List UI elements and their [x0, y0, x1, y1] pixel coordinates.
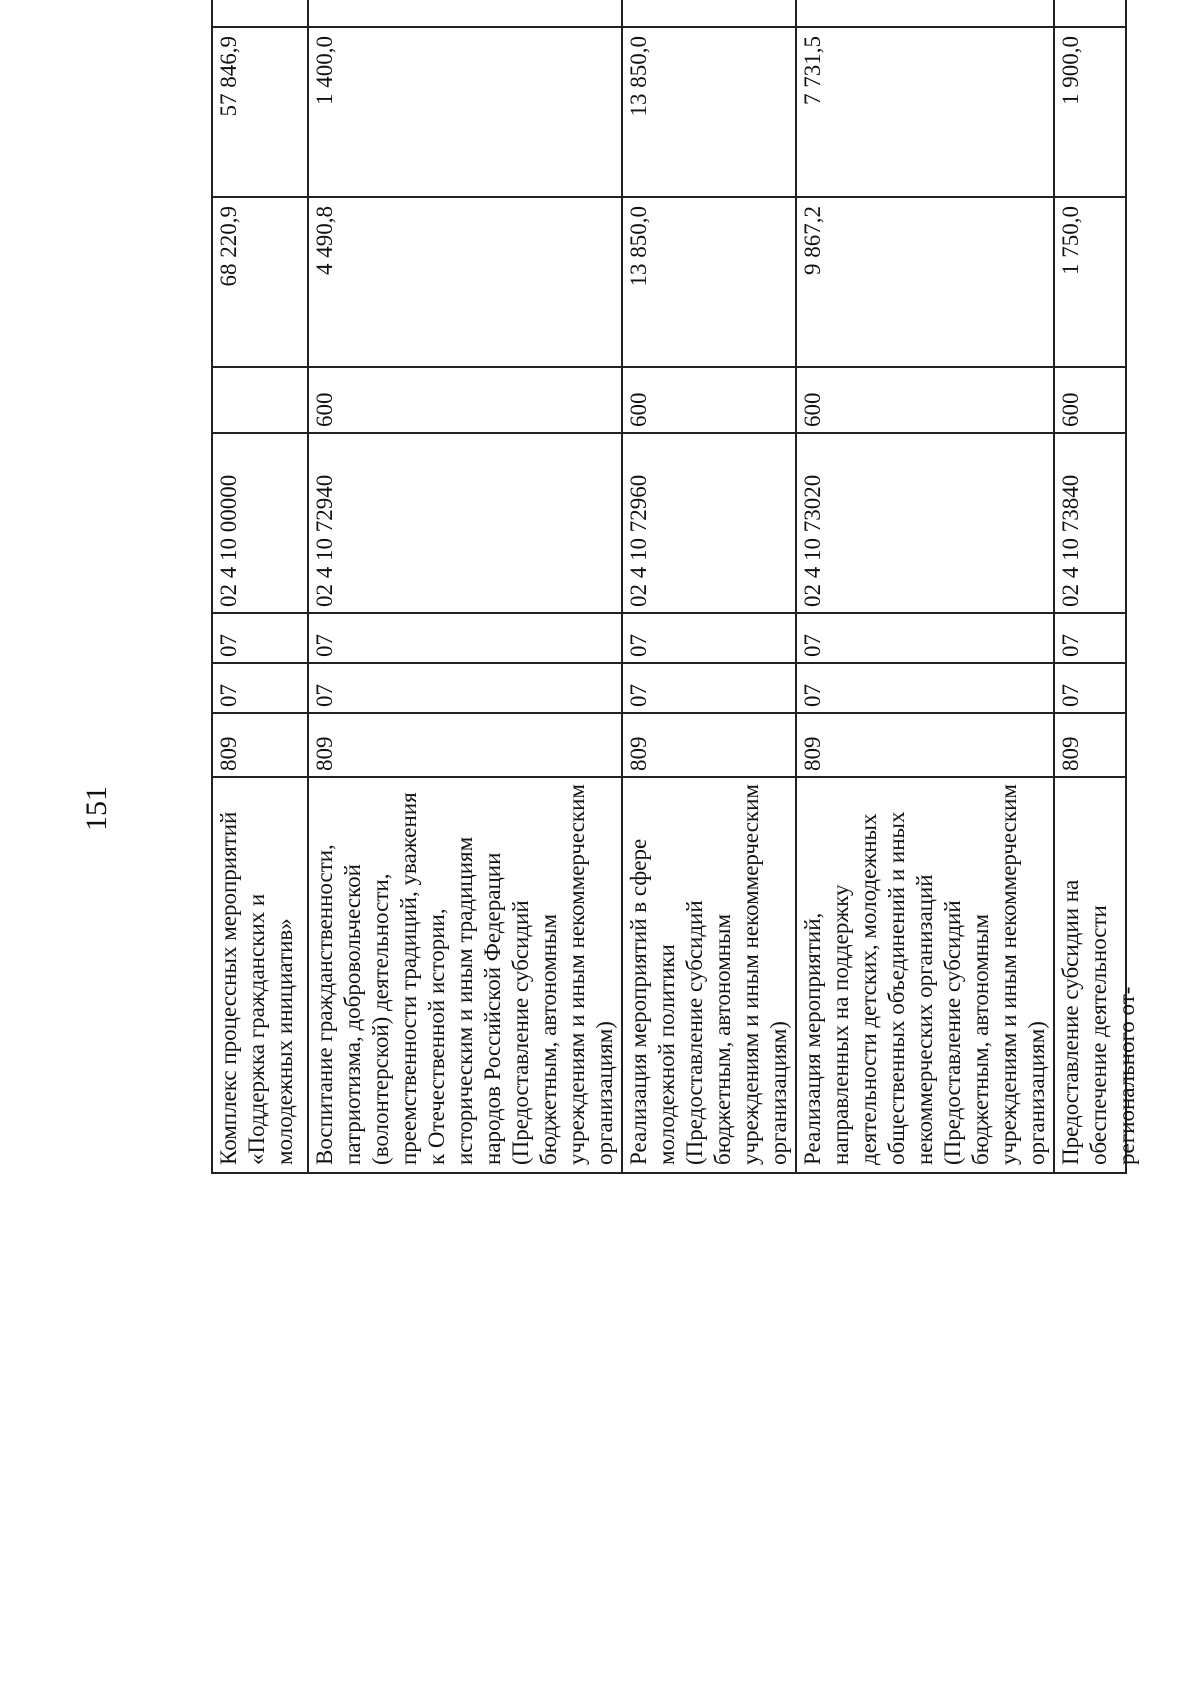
grbs-code: 809 — [622, 713, 796, 777]
page-number: 151 — [80, 786, 113, 831]
section-code: 07 — [796, 663, 1054, 713]
amount-1: 1 750,0 — [1054, 197, 1126, 367]
amount-3 — [308, 0, 622, 27]
subsection-code: 07 — [308, 613, 622, 663]
table-row — [622, 0, 796, 1173]
section-code: 07 — [622, 663, 796, 713]
table-row — [1054, 0, 1126, 1173]
amount-2: 1 400,0 — [308, 27, 622, 197]
budget-table-rotated — [211, 36, 1139, 1174]
expense-type-code — [212, 367, 308, 433]
subsection-code: 07 — [622, 613, 796, 663]
amount-2: 13 850,0 — [622, 27, 796, 197]
amount-3 — [622, 0, 796, 27]
row-name-text: Предоставление субсидии на обеспечение деятельности регионального от- — [1058, 879, 1139, 1165]
expense-type-code: 600 — [796, 367, 1054, 433]
row-name: Реализация мероприятий в сфере молодежной политики (Предоставление субсидий бюджетным, автономным учреждениям и иным некоммерческим организациям) — [622, 777, 796, 1173]
grbs-code: 809 — [212, 713, 308, 777]
amount-2: 57 846,9 — [212, 27, 308, 197]
section-code: 07 — [212, 663, 308, 713]
row-name: Реализация мероприятий, направленных на поддержку деятельности детских, молодежных общественных объединений и иных некоммерческих организаций (Предоставление субсидий бюджетным, автономным учреждениям и иным некоммерческим организациям) — [796, 777, 1054, 1173]
amount-1: 4 490,8 — [308, 197, 622, 367]
section-code: 07 — [308, 663, 622, 713]
target-article-code: 02 4 10 73020 — [796, 433, 1054, 613]
subsection-code: 07 — [212, 613, 308, 663]
expense-type-code: 600 — [1054, 367, 1126, 433]
subsection-code: 07 — [796, 613, 1054, 663]
grbs-code: 809 — [308, 713, 622, 777]
subsection-code: 07 — [1054, 613, 1126, 663]
amount-3 — [212, 0, 308, 27]
target-article-code: 02 4 10 00000 — [212, 433, 308, 613]
row-name: Комплекс процессных мероприятий «Поддержка гражданских и молодежных инициатив» — [212, 777, 308, 1173]
grbs-code: 809 — [796, 713, 1054, 777]
amount-1: 13 850,0 — [622, 197, 796, 367]
amount-2: 1 900,0 — [1054, 27, 1126, 197]
target-article-code: 02 4 10 72940 — [308, 433, 622, 613]
target-article-code: 02 4 10 72960 — [622, 433, 796, 613]
amount-2: 7 731,5 — [796, 27, 1054, 197]
amount-1: 68 220,9 — [212, 197, 308, 367]
expense-type-code: 600 — [622, 367, 796, 433]
row-name — [1054, 777, 1139, 1173]
section-code: 07 — [1054, 663, 1126, 713]
row-name: Воспитание гражданственности, патриотизма, добровольческой (волонтерской) деятельности, преемственности традиций, уважения к Отечественной истории, историческим и иным традициям народов Российской Федерации (Предоставление субсидий бюджетным, автономным учреждениям и иным некоммерческим организациям) — [308, 777, 622, 1173]
expense-type-code: 600 — [308, 367, 622, 433]
table-row — [796, 0, 1054, 1173]
target-article-code: 02 4 10 73840 — [1054, 433, 1126, 613]
amount-1: 9 867,2 — [796, 197, 1054, 367]
table-row — [308, 0, 622, 1173]
grbs-code: 809 — [1054, 713, 1126, 777]
amount-3 — [1054, 0, 1126, 27]
table-row — [212, 0, 308, 1173]
budget-table — [211, 0, 1139, 1174]
amount-3 — [796, 0, 1054, 27]
